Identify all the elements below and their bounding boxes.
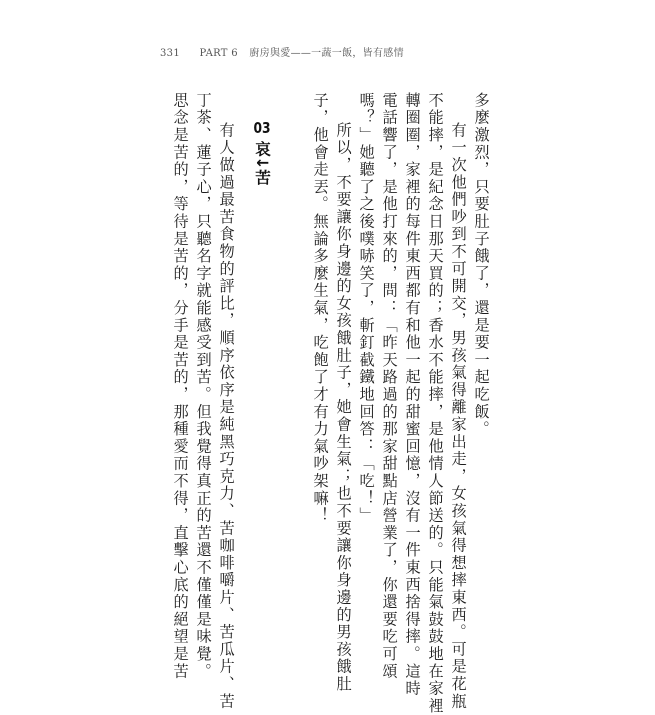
page-number: 331	[160, 48, 180, 59]
text-column: 思念是苦的，等待是苦的，分手是苦的，那種愛而不得，直擊心底的絕望是苦	[171, 92, 190, 681]
text-column: 不能摔，是紀念日那天買的；香水不能摔，是他情人節送的。只能氣鼓鼓地在家裡	[426, 92, 445, 715]
text-column: 子，他會走丟。無論多麼生氣，吃飽了才有力氣吵架嘛！	[311, 92, 330, 525]
text-column: 丁茶、蓮子心，只聽名字就能感受到苦。但我覺得真正的苦還不僅僅是味覺。	[194, 92, 213, 681]
text-column: 所以，不要讓你身邊的女孩餓肚子，她會生氣；也不要讓你身邊的男孩餓肚	[334, 122, 353, 693]
text-column: 轉圈圈，家裡的每件東西都有和他一起的甜蜜回憶，沒有一件東西捨得摔。這時	[403, 92, 422, 698]
text-column: 嗎？」她聽了之後噗哧笑了，斬釘截鐵地回答：「吃！」	[357, 92, 376, 525]
chapter-title: 廚房與愛——一蔬一飯，皆有感情	[249, 48, 404, 59]
text-column: 多麼激烈，只要肚子餓了，還是要一起吃飯。	[472, 92, 491, 438]
running-header	[160, 44, 404, 59]
text-column: 電話響了，是他打來的，問：「昨天路過的那家甜點店營業了，你還要吃可頌	[380, 92, 399, 681]
section-heading	[250, 120, 274, 185]
part-label: PART 6	[199, 48, 238, 59]
section-number: 03	[253, 120, 271, 136]
text-column: 有人做過最苦食物的評比，順序依序是純黑巧克力、苦咖啡嚼片、苦瓜片、苦	[217, 122, 236, 711]
text-column: 有一次他們吵到不可開交，男孩氣得離家出走，女孩氣得想摔東西。可是花瓶	[449, 122, 468, 711]
section-title: 哀↓苦	[253, 140, 271, 185]
